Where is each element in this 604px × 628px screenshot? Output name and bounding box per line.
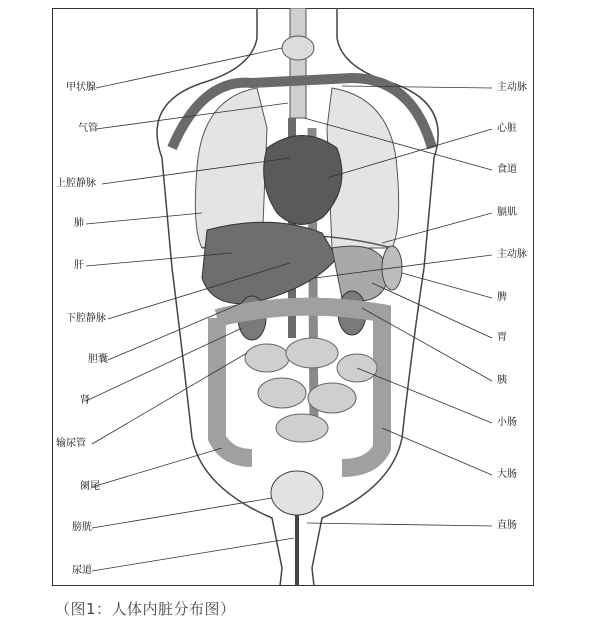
label-rectum: 直肠 xyxy=(497,520,517,531)
label-pancreas: 胰 xyxy=(497,375,507,386)
label-bladder: 膀胱 xyxy=(72,522,92,533)
label-aorta-lower: 主动脉 xyxy=(497,249,527,260)
label-gallbladder: 胆囊 xyxy=(88,354,108,365)
label-heart: 心脏 xyxy=(497,123,517,134)
label-large-intestine: 大肠 xyxy=(497,469,517,480)
stomach xyxy=(332,246,387,301)
label-esophagus: 食道 xyxy=(497,164,517,175)
label-spleen: 脾 xyxy=(497,292,507,303)
label-diaphragm: 膈肌 xyxy=(497,207,517,218)
label-thyroid: 甲状腺 xyxy=(66,82,96,93)
label-lung: 肺 xyxy=(74,218,84,229)
label-small-intestine: 小肠 xyxy=(497,417,517,428)
anatomy-illustration xyxy=(52,8,534,586)
figure-caption: （图1：人体内脏分布图） xyxy=(55,600,236,618)
label-stomach: 胃 xyxy=(497,332,507,343)
label-urethra: 尿道 xyxy=(72,565,92,576)
trachea xyxy=(290,8,306,118)
small-intestine xyxy=(245,338,377,442)
label-inferior-vena-cava: 下腔静脉 xyxy=(66,313,106,324)
label-aorta-top: 主动脉 xyxy=(497,82,527,93)
label-appendix: 阑尾 xyxy=(80,481,100,492)
bladder xyxy=(271,471,323,515)
label-trachea: 气管 xyxy=(78,123,98,134)
label-ureter: 输尿管 xyxy=(56,438,86,449)
label-liver: 肝 xyxy=(74,260,84,271)
thyroid xyxy=(282,36,314,60)
label-superior-vena-cava: 上腔静脉 xyxy=(56,178,96,189)
label-kidney: 肾 xyxy=(80,395,90,406)
